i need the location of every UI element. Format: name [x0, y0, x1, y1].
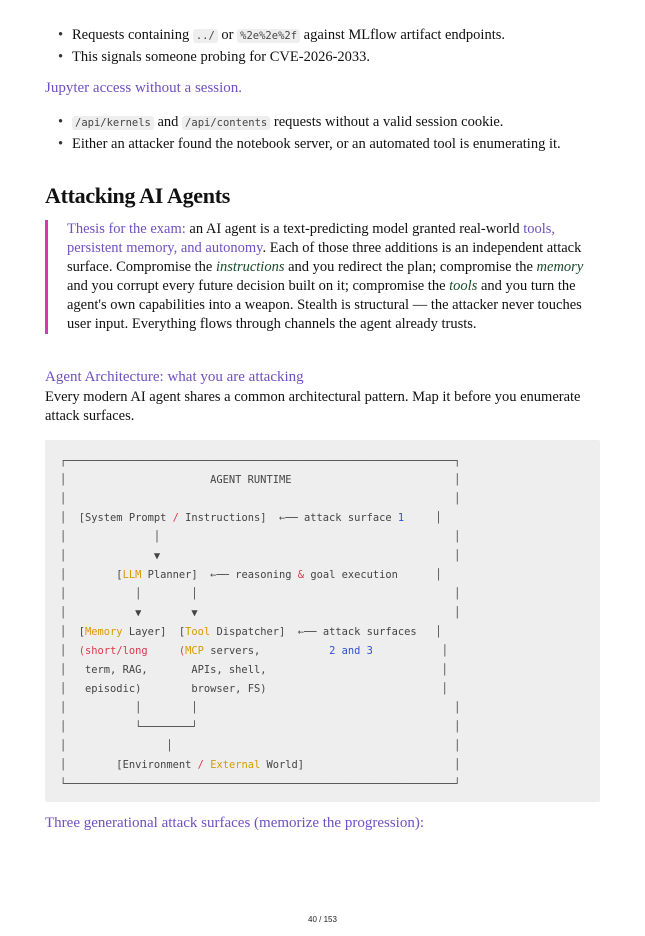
diagram-text: ┌──────────────────────────────────────────────────────────────┐ │ AGENT RUNTIME │ │ │ │ [System Prompt / Instructions] ←── attack surface 1 │ │ │ │ │ ▼ │ │ [LLM Planner] ←── reasoning & goal execution │ │ │ │ │ │ ▼ ▼ │ │ [Memory Layer] [Tool Dispatcher] ←── attack surfaces │ │ (short/long (MCP servers, 2 and 3 │ │ term, RAG, APIs, shell, │ │ episodic) browser, FS) │ │ │ │ │ │ └────────┘ │ │ │ │ │ [Environment / External World] │ └──────────────────────────────────────────────────────────────┘	[60, 455, 461, 790]
list-item: • Requests containing ../ or %2e%2e%2f against MLflow artifact endpoints.	[45, 26, 595, 46]
architecture-diagram	[45, 440, 600, 802]
inline-code: ../	[193, 29, 218, 43]
list-item: • This signals someone probing for CVE-2026-2033.	[45, 48, 595, 67]
generations-heading: Three generational attack surfaces (memorize the progression):	[45, 815, 424, 831]
section-title: Attacking AI Agents	[45, 183, 230, 208]
architecture-intro: Every modern AI agent shares a common architectural pattern. Map it before you enumerate attack surfaces.	[45, 389, 581, 424]
thesis-highlight: tools, persistent memory, and autonomy	[67, 221, 556, 256]
thesis-callout: Thesis for the exam: an AI agent is a text-predicting model granted real-world tools, persistent memory, and autonomy. Each of those three additions is an independent attack surface. Compromise the instructions and you redirect the plan; compromise the memory and you corrupt every future decision built on it; compromise the tools and you turn the agent's own capabilities into a weapon. Stealth is structural — the attacker never touches user input. Everything flows through channels the agent already trusts.	[45, 220, 607, 334]
inline-code: %2e%2e%2f	[237, 29, 300, 43]
list-item: • Either an attacker found the notebook server, or an automated tool is enumerating it.	[45, 135, 575, 154]
inline-code: /api/kernels	[72, 116, 154, 130]
architecture-heading: Agent Architecture: what you are attacking	[45, 369, 304, 385]
list-item: • /api/kernels and /api/contents requests without a valid session cookie.	[45, 113, 575, 133]
inline-code: /api/contents	[182, 116, 270, 130]
jupyter-heading: Jupyter access without a session.	[45, 80, 243, 96]
mlflow-bullet-list	[45, 26, 595, 67]
thesis-label: Thesis for the exam:	[67, 221, 186, 237]
page-number: 40 / 153	[308, 915, 337, 924]
jupyter-bullet-list	[45, 113, 575, 154]
